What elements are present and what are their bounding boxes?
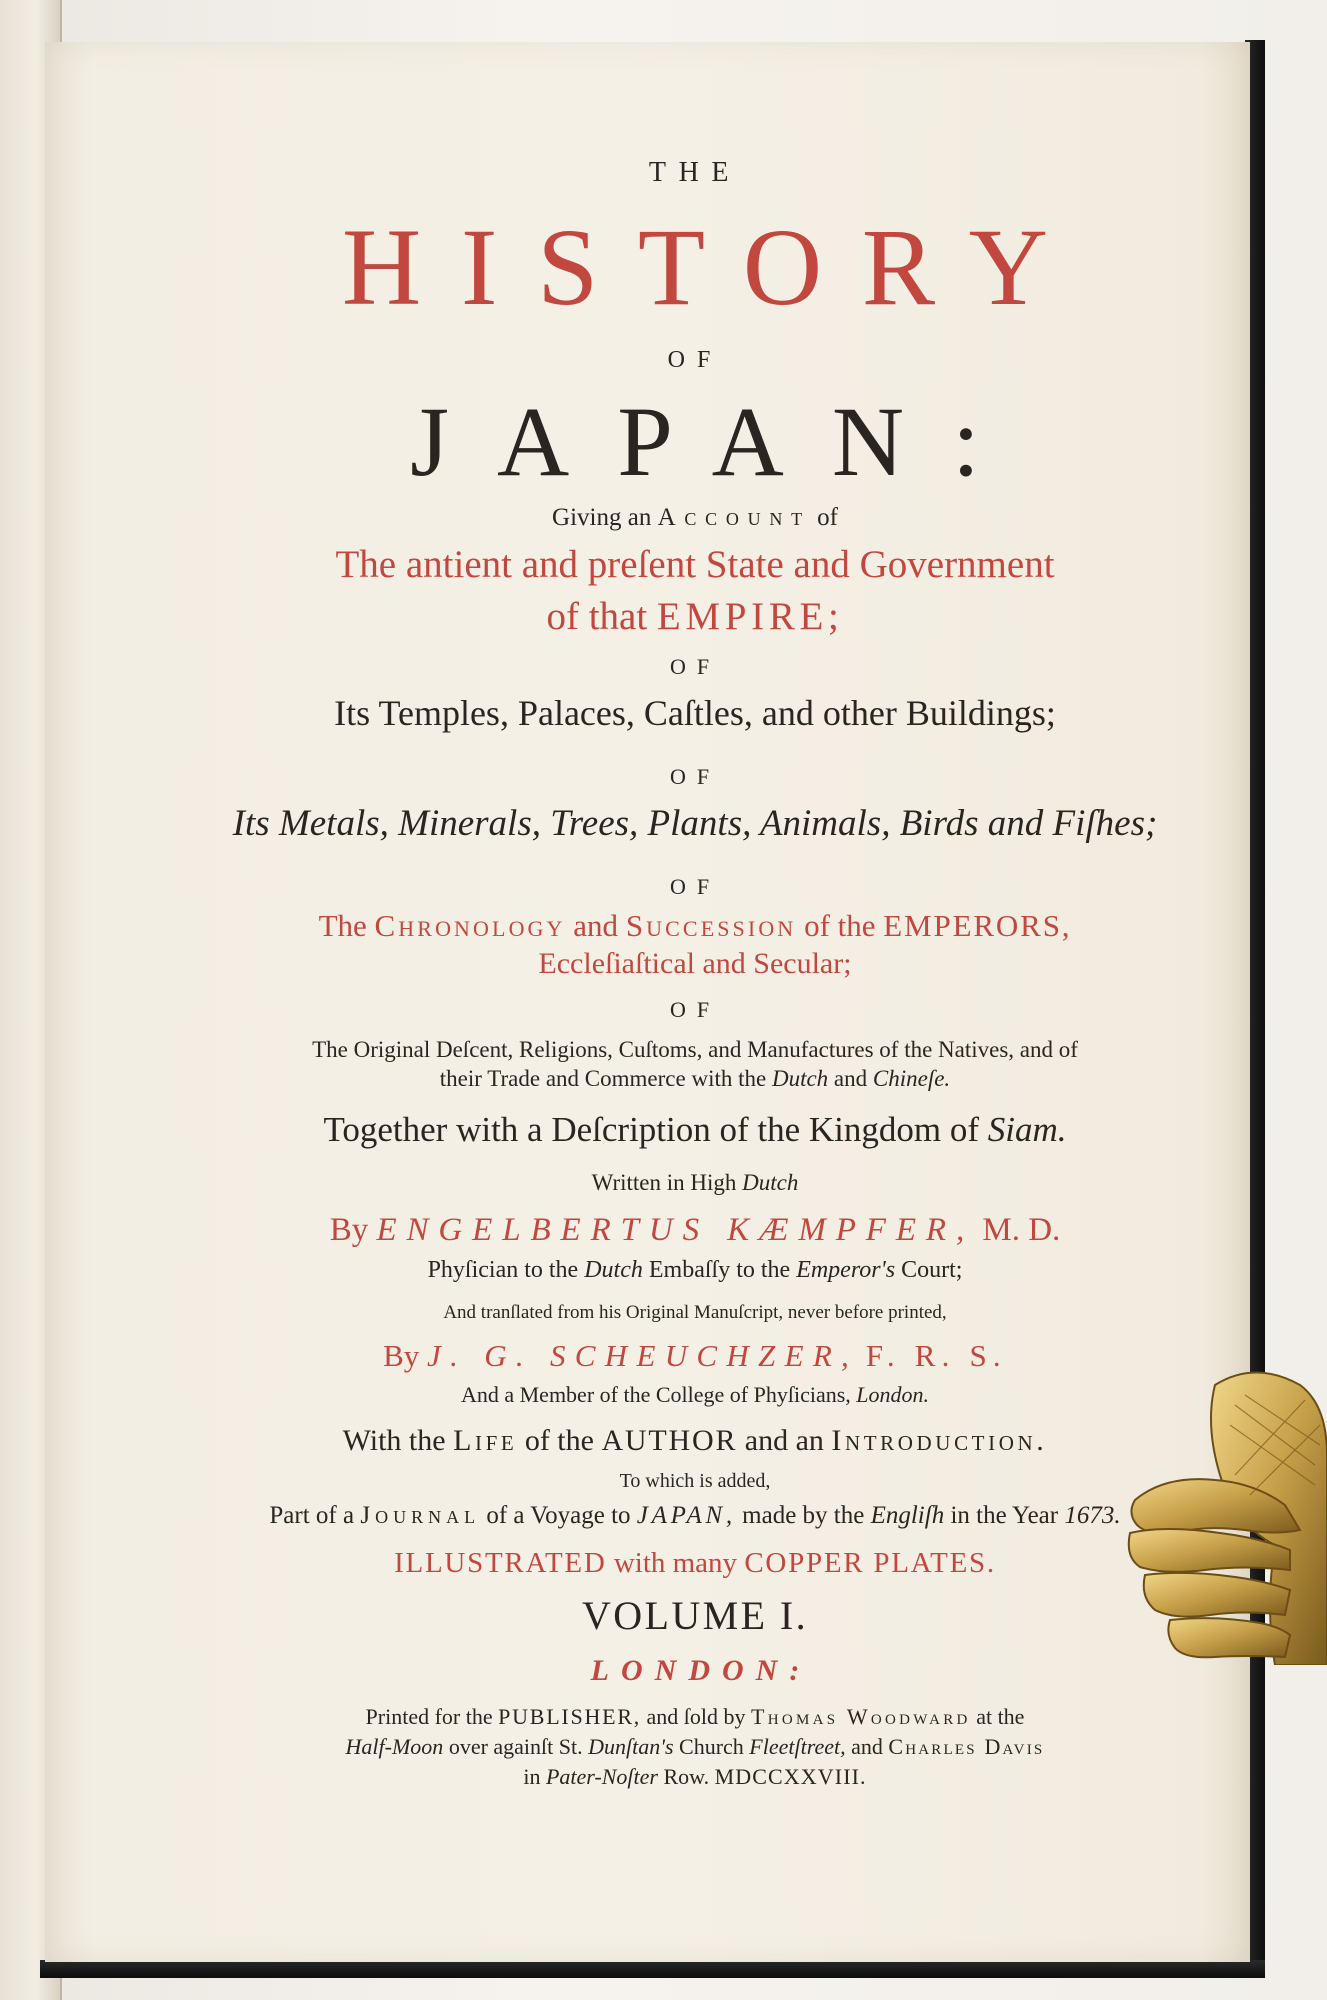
phys-text-1: Phyſician to the bbox=[427, 1257, 579, 1283]
life-word: Life bbox=[453, 1424, 518, 1457]
written-text: Written in High bbox=[591, 1170, 737, 1195]
title-of: OF bbox=[667, 347, 723, 373]
pater-noster: Pater-Noſter bbox=[545, 1764, 658, 1789]
empire-line bbox=[45, 594, 1327, 639]
in-text: in bbox=[523, 1764, 541, 1789]
copper-plates: COPPER PLATES. bbox=[744, 1547, 996, 1579]
chron-of-the: of the bbox=[804, 908, 876, 943]
with-many: with many bbox=[613, 1547, 738, 1579]
illustrated-word: ILLUSTRATED bbox=[394, 1547, 607, 1579]
author-degree: M. D. bbox=[982, 1212, 1061, 1248]
of-divider-3: OF bbox=[669, 874, 721, 899]
church-text: Church bbox=[679, 1734, 744, 1759]
in-the-year: in the Year bbox=[950, 1502, 1059, 1529]
at-the-text: at the bbox=[976, 1704, 1025, 1729]
of-divider-1: OF bbox=[669, 654, 721, 679]
sold-by-text: and ſold by bbox=[646, 1704, 746, 1729]
made-by-text: made by the bbox=[742, 1502, 865, 1529]
japan-word: JAPAN, bbox=[636, 1502, 736, 1529]
chron-chronology: Chronology bbox=[374, 908, 566, 943]
trade-text: their Trade and Commerce with the bbox=[439, 1066, 767, 1091]
antient-line: The antient and preſent State and Government bbox=[335, 543, 1055, 586]
by-translator: By bbox=[383, 1338, 420, 1373]
together-line bbox=[45, 1110, 1327, 1150]
fleetstreet: Fleetſtreet, bbox=[749, 1734, 846, 1759]
translator-name: J. G. SCHEUCHZER, bbox=[427, 1338, 859, 1373]
woodward-name: Thomas Woodward bbox=[751, 1704, 971, 1729]
trade-dutch: Dutch bbox=[771, 1066, 829, 1091]
together-siam: Siam. bbox=[987, 1110, 1067, 1149]
of-that-text: of that bbox=[546, 595, 648, 638]
author-line bbox=[45, 1212, 1327, 1249]
temples-line: Its Temples, Palaces, Caſtles, and other Buildings; bbox=[334, 693, 1056, 733]
subtitle-giving bbox=[45, 504, 1327, 532]
book-cover-bottom bbox=[40, 1960, 1265, 1978]
life-author: AUTHOR bbox=[601, 1424, 738, 1457]
part-text: Part of a bbox=[269, 1502, 355, 1529]
dunstans: Dunſtan's bbox=[588, 1734, 674, 1759]
added-line: To which is added, bbox=[619, 1470, 771, 1492]
halfmoon-line bbox=[45, 1734, 1327, 1760]
metals-line: Its Metals, Minerals, Trees, Plants, Animals, Birds and Fiſhes; bbox=[232, 803, 1158, 844]
title-page bbox=[45, 42, 1250, 1962]
trade-line bbox=[45, 1066, 1327, 1092]
of-divider-2: OF bbox=[669, 764, 721, 789]
publisher-word: PUBLISHER, bbox=[498, 1704, 642, 1729]
voyage-text: of a Voyage to bbox=[486, 1502, 631, 1529]
life-and-an: and an bbox=[744, 1424, 824, 1457]
brass-hand-bookstand-icon bbox=[1125, 1365, 1327, 1665]
chron-the: The bbox=[318, 908, 367, 943]
london-line: LONDON: bbox=[590, 1654, 812, 1687]
written-line bbox=[45, 1170, 1327, 1196]
phys-emperors: Emperor's bbox=[796, 1257, 896, 1283]
volume-line: VOLUME I. bbox=[581, 1593, 808, 1638]
row-text: Row. bbox=[663, 1764, 710, 1789]
trade-chinese: Chineſe. bbox=[872, 1066, 951, 1091]
half-moon: Half-Moon bbox=[345, 1734, 444, 1759]
of-divider-4: OF bbox=[669, 997, 721, 1022]
of-word: of bbox=[817, 504, 838, 531]
english-word: Engliſh bbox=[870, 1502, 945, 1529]
journal-word: Journal bbox=[360, 1502, 481, 1529]
title-the: THE bbox=[648, 157, 742, 188]
printed-text: Printed for the bbox=[365, 1704, 493, 1729]
empire-word: EMPIRE; bbox=[656, 595, 844, 638]
written-dutch: Dutch bbox=[742, 1170, 799, 1195]
date-roman: MDCCXXVIII. bbox=[714, 1764, 867, 1789]
physician-line bbox=[45, 1257, 1327, 1284]
author-name: ENGELBERTUS KÆMPFER, bbox=[376, 1212, 975, 1248]
chron-succession: Succession bbox=[625, 908, 797, 943]
printed-line bbox=[45, 1704, 1327, 1730]
trade-and: and bbox=[833, 1066, 868, 1091]
original-line: The Original Deſcent, Religions, Cuſtoms, and Manufactures of the Natives, and of bbox=[312, 1037, 1078, 1062]
phys-dutch: Dutch bbox=[584, 1257, 643, 1283]
member-text: And a Member of the College of Phyſicians, bbox=[460, 1382, 851, 1407]
phys-court: Court; bbox=[901, 1257, 963, 1283]
year-1673: 1673. bbox=[1064, 1502, 1121, 1529]
by-author: By bbox=[329, 1212, 369, 1248]
translated-line: And tranſlated from his Original Manuſcript, never before printed, bbox=[443, 1302, 947, 1323]
title-history: HISTORY bbox=[341, 206, 1088, 328]
life-with-the: With the bbox=[342, 1424, 446, 1457]
life-introduction: Introduction. bbox=[831, 1424, 1048, 1457]
translator-degree: F. R. S. bbox=[865, 1338, 1007, 1373]
title-japan: JAPAN: bbox=[410, 386, 1028, 497]
charles-davis: Charles Davis bbox=[888, 1734, 1045, 1759]
paternoster-line bbox=[45, 1764, 1327, 1790]
over-against: over againſt St. bbox=[448, 1734, 583, 1759]
account-word: Account bbox=[657, 504, 811, 531]
chron-and: and bbox=[573, 908, 619, 943]
chronology-line bbox=[45, 908, 1327, 944]
member-london: London. bbox=[856, 1382, 930, 1407]
ecclesiastical-line: Eccleſiaſtical and Secular; bbox=[538, 947, 852, 980]
phys-text-2: Embaſſy to the bbox=[648, 1257, 791, 1283]
together-text: Together with a Deſcription of the Kingdom of bbox=[323, 1110, 980, 1149]
giving-text: Giving an bbox=[552, 504, 652, 531]
and-text: and bbox=[851, 1734, 883, 1759]
chron-emperors: EMPERORS, bbox=[883, 908, 1072, 943]
life-of-the: of the bbox=[524, 1424, 594, 1457]
